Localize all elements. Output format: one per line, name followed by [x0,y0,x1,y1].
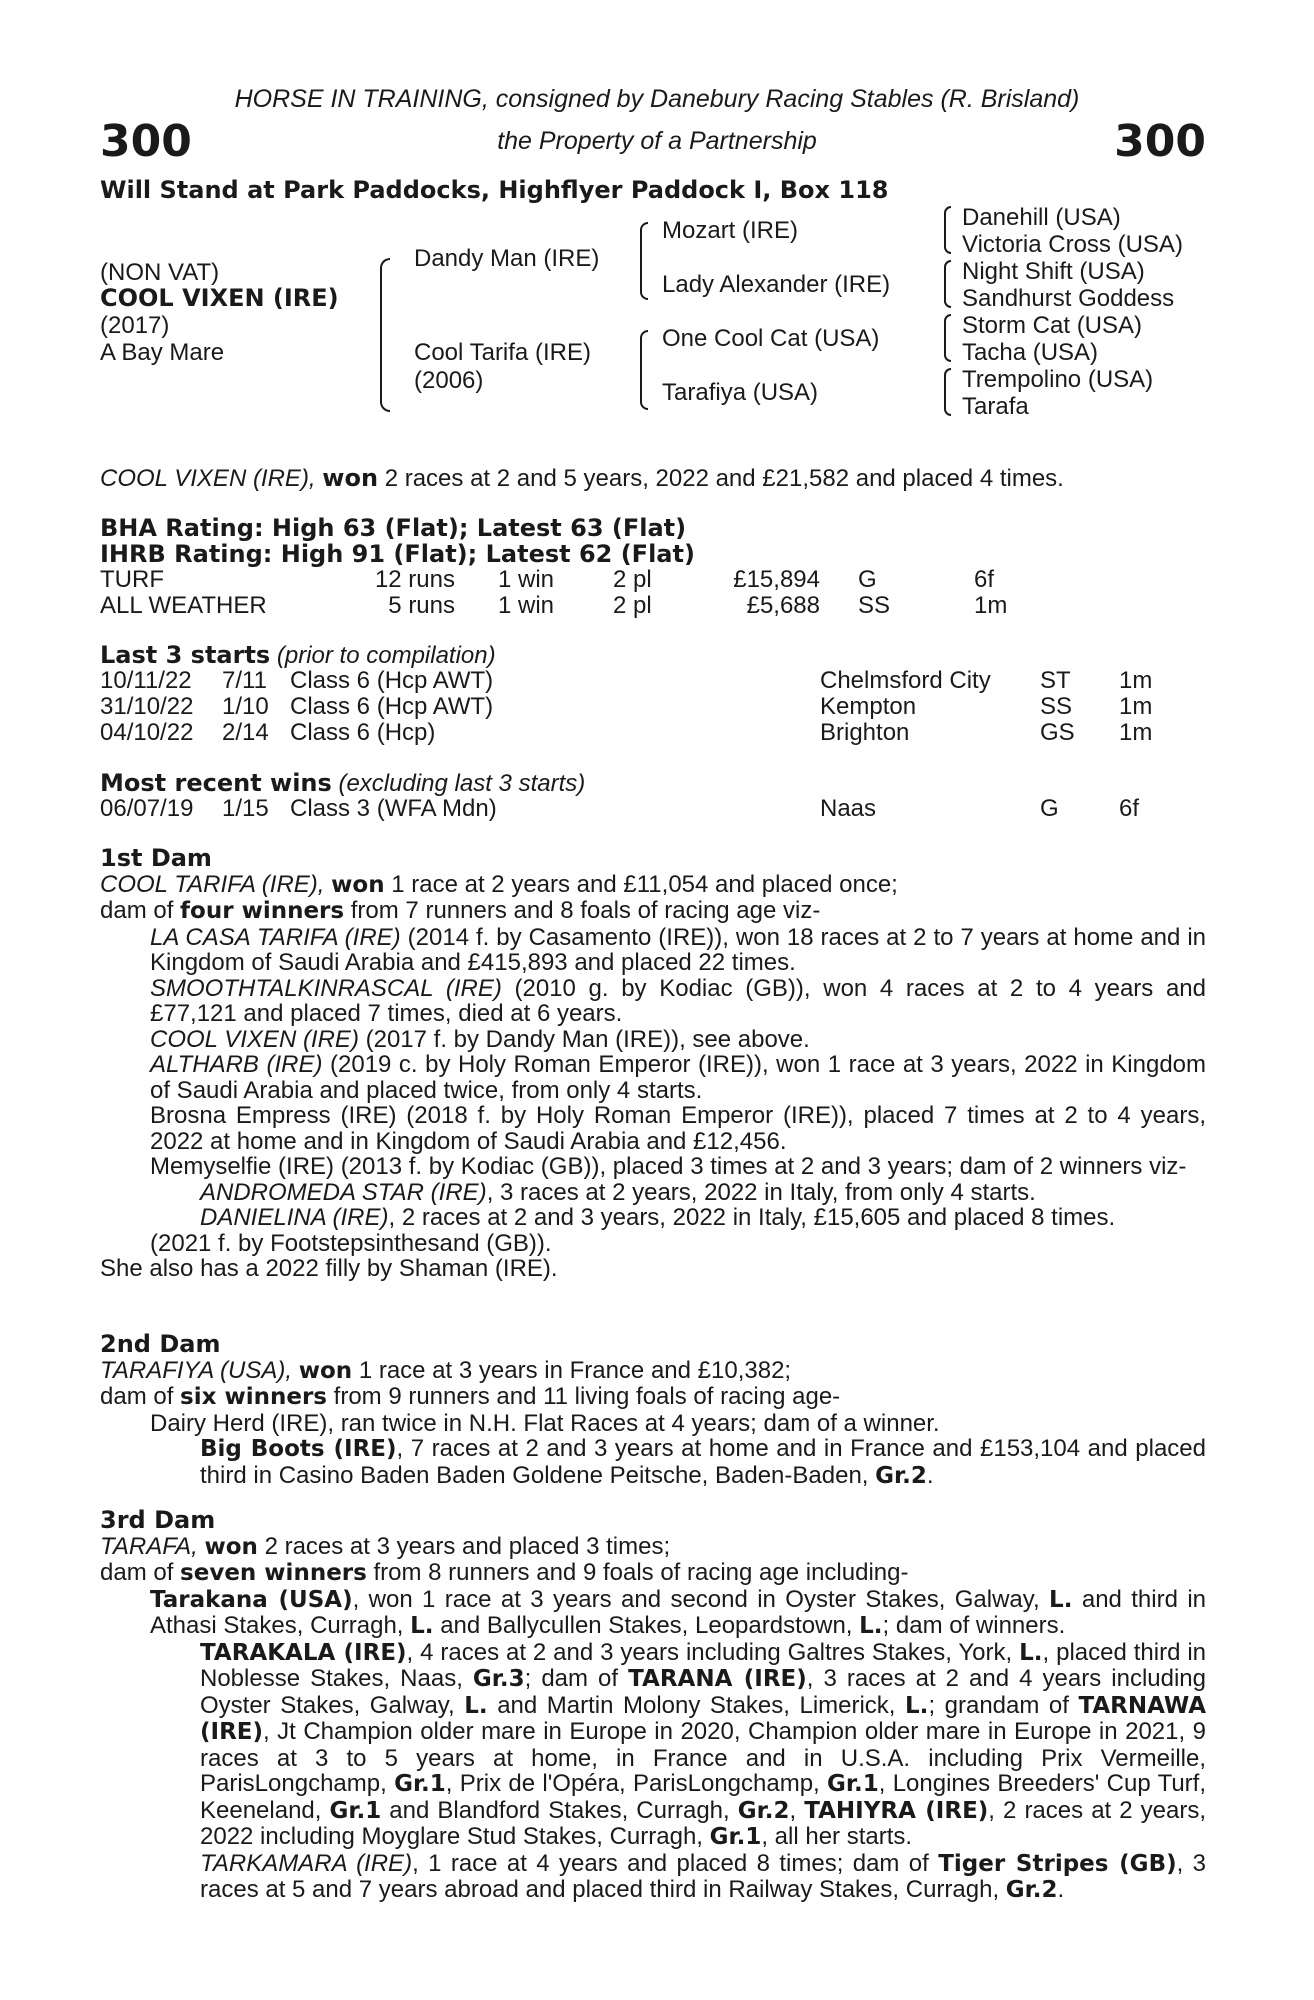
consignor-line: HORSE IN TRAINING, consigned by Danebury Racing Stables (R. Brisland) [234,85,1080,113]
start-position: 7/11 [222,667,267,694]
produce-entry: (2021 f. by Footstepsinthesand (GB)). [150,1229,552,1257]
property-line: the Property of a Partnership [497,127,817,155]
produce-text: , won 1 race at 3 years and second in Oyster Stakes, Galway, [352,1585,1040,1613]
first-dam-heading: 1st Dam [100,844,212,872]
grade-badge: Gr.2 [737,1797,790,1824]
second-dam-produce-intro [100,1384,1206,1411]
produce-entry [100,1640,1206,1851]
turf-placed: 2 pl [613,566,652,593]
produce-text: , placed third in Noblesse Stakes, Naas, [200,1638,1207,1692]
produce-name: TARAKALA (IRE) [200,1639,407,1666]
produce-name: TARNAWA (IRE) [200,1692,1207,1745]
brace-g4 [944,368,951,416]
horse-year: (2017) [100,312,170,339]
produce-text: ; grandam of [928,1691,1069,1719]
first-dam-record-text: 1 race at 2 years and £11,054 and placed once; [391,870,898,898]
win-distance: 6f [1119,795,1140,822]
turf-earnings: £15,894 [733,566,820,593]
aw-wins: 1 win [498,592,555,619]
start-course: Chelmsford City [820,667,991,694]
produce-entry [100,1205,1206,1231]
granddam-2: Tarafiya (USA) [662,379,819,406]
produce-text: , 4 races at 2 and 3 years including Galtres Stakes, York, [406,1638,1013,1666]
produce-text: , 3 races at 2 years, 2022 in Italy, from only 4 starts. [486,1178,1036,1206]
produce-name: DANIELINA (IRE) [200,1204,389,1231]
turf-going: G [858,566,877,593]
second-dam-won: won [298,1357,353,1384]
great-grandparent-1: Danehill (USA) [962,204,1121,231]
produce-name: TAHIYRA (IRE) [804,1797,989,1824]
first-dam-produce-intro [100,898,1206,925]
start-date: 10/11/22 [100,667,192,694]
punct: . [1057,1876,1065,1903]
third-dam-section [100,1508,1206,1904]
aw-earnings: £5,688 [746,592,820,619]
turf-runs: 12 runs [374,566,455,593]
start-distance: 1m [1119,693,1153,720]
produce-name: ANDROMEDA STAR (IRE) [200,1178,487,1206]
dam-of-text: from 9 runners and 11 living foals of racing age- [333,1383,841,1410]
produce-entry [100,1180,1206,1206]
punct: . [926,1461,934,1489]
produce-entry [100,1851,1206,1904]
great-grandparent-8: Tarafa [962,393,1029,420]
produce-text: and third in Athasi Stakes, Curragh, [150,1585,1207,1639]
great-grandparent-3: Night Shift (USA) [962,258,1145,285]
recent-wins-note: (excluding last 3 starts) [338,770,586,797]
dam-of-label: dam of [100,1559,174,1586]
win-class: Class 3 (WFA Mdn) [290,795,497,822]
dam-name: Cool Tarifa (IRE) [414,339,591,366]
produce-name: Big Boots (IRE) [200,1436,397,1462]
surface-aw: ALL WEATHER [100,592,267,619]
aw-distance: 1m [974,592,1008,619]
sire-brace [640,222,648,300]
recent-wins-title: Most recent wins [100,769,332,797]
aw-going: SS [858,592,891,619]
summary-record: 2 races at 2 and 5 years, 2022 and £21,582 and placed 4 times. [384,465,1064,492]
produce-text: (2014 f. by Casamento (IRE)), won 18 races at 2 to 7 years at home and in Kingdom of Saudi Arabia and £415,893 and placed 22 times. [150,923,1207,976]
start-going: SS [1040,693,1073,720]
listed-badge: L. [905,1692,929,1719]
third-dam-produce-intro [100,1560,1206,1587]
dam-year: (2006) [414,367,484,394]
third-dam-name: TARAFA, [100,1532,198,1560]
win-going: G [1040,795,1059,822]
produce-name: TARANA (IRE) [628,1666,807,1692]
stand-location: Will Stand at Park Paddocks, Highflyer Paddock I, Box 118 [100,176,889,204]
grade-badge: Gr.1 [709,1824,762,1850]
last3-heading [100,642,496,669]
produce-text: and Martin Molony Stakes, Limerick, [497,1691,896,1719]
great-grandparent-6: Tacha (USA) [962,339,1099,366]
brace-g1 [944,206,951,254]
dam-of-label: dam of [100,1383,174,1410]
listed-badge: L. [410,1613,434,1639]
great-grandparent-2: Victoria Cross (USA) [962,231,1183,258]
summary-horse-name: COOL VIXEN (IRE), [100,465,316,492]
third-dam-won: won [204,1533,258,1560]
produce-text: , 2 races at 2 years, 2022 including Moyglare Stud Stakes, Curragh, [200,1796,1207,1850]
produce-text: (2010 g. by Kodiac (GB)), won 4 races at 2 to 4 years and £77,121 and placed 7 times, died at 6 years. [150,974,1207,1027]
produce-text: , 2 races at 2 and 3 years, 2022 in Italy, £15,605 and placed 8 times. [388,1204,1116,1231]
start-class: Class 6 (Hcp) [290,719,436,746]
start-distance: 1m [1119,719,1153,746]
produce-text: ; dam of winners. [882,1612,1066,1639]
winners-count: seven winners [180,1560,367,1586]
listed-badge: L. [1049,1586,1073,1613]
grade-badge: Gr.1 [394,1771,446,1797]
start-position: 2/14 [222,719,269,746]
listed-badge: L. [859,1613,883,1639]
start-position: 1/10 [222,693,269,720]
first-dam-won: won [331,871,385,898]
produce-text: (2019 c. by Holy Roman Emperor (IRE)), won 1 race at 3 years, 2022 in Kingdom of Saudi Arabia and placed twice, from only 4 starts. [150,1051,1207,1104]
dam-of-text: from 8 runners and 9 foals of racing age including- [373,1559,909,1586]
dam-brace [640,330,648,410]
grade-badge: Gr.1 [827,1771,879,1797]
second-dam-record-text: 1 race at 3 years in France and £10,382; [358,1356,792,1384]
produce-text: , Longines Breeders' Cup Turf, Keeneland, [200,1770,1207,1824]
second-dam-record [100,1358,1206,1385]
produce-text: ; dam of [524,1665,619,1692]
first-dam-section [100,846,1206,1282]
produce-text: (2017 f. by Dandy Man (IRE)), see above. [365,1025,810,1053]
produce-entry: She also has a 2022 filly by Shaman (IRE). [100,1255,558,1282]
sire-name: Dandy Man (IRE) [414,245,600,272]
produce-text: , 3 races at 5 and 7 years abroad and placed third in Railway Stakes, Curragh, [200,1849,1207,1903]
produce-name: ALTHARB (IRE) [150,1051,323,1078]
great-grandparent-4: Sandhurst Goddess [962,285,1175,312]
listed-badge: L. [464,1692,488,1719]
produce-entry [100,925,1206,976]
winners-count: six winners [180,1384,327,1410]
win-course: Naas [820,795,877,822]
bha-rating: BHA Rating: High 63 (Flat); Latest 63 (Flat) [100,514,687,542]
ihrb-rating: IHRB Rating: High 91 (Flat); Latest 62 (Flat) [100,540,695,568]
dam-of-label: dam of [100,897,174,924]
horse-description: A Bay Mare [100,339,225,366]
lot-number-left: 300 [100,116,192,167]
start-class: Class 6 (Hcp AWT) [290,693,494,720]
second-dam-heading: 2nd Dam [100,1330,221,1358]
produce-entry [100,976,1206,1027]
produce-text: , Prix de l'Opéra, ParisLongchamp, [445,1770,820,1797]
start-course: Kempton [820,693,917,720]
last3-note: (prior to compilation) [276,642,496,669]
second-dam-section [100,1332,1206,1489]
summary-won: won [322,464,379,492]
start-distance: 1m [1119,667,1153,694]
last3-title: Last 3 starts [100,641,271,669]
produce-text: , [789,1796,797,1824]
produce-text: , 3 races at 2 and 4 years including Oyster Stakes, Galway, [200,1665,1206,1719]
produce-name: Tarakana (USA) [150,1586,353,1613]
produce-entry [100,1052,1206,1103]
win-date: 06/07/19 [100,795,194,822]
produce-name: LA CASA TARIFA (IRE) [150,923,401,951]
aw-placed: 2 pl [613,592,652,619]
produce-entry: Brosna Empress (IRE) (2018 f. by Holy Roman Emperor (IRE)), placed 7 times at 2 to 4 years, 2022 at home and in Kingdom of Saudi Arabia and £12,456. [150,1102,1206,1155]
brace-g3 [944,314,951,362]
produce-entry [100,1027,1206,1053]
produce-entry: Dairy Herd (IRE), ran twice in N.H. Flat Races at 4 years; dam of a winner. [150,1409,940,1437]
start-date: 04/10/22 [100,719,194,746]
win-position: 1/15 [222,795,269,822]
produce-name: TARKAMARA (IRE) [200,1849,413,1877]
lot-number-right: 300 [1114,116,1206,167]
start-date: 31/10/22 [100,693,194,720]
third-dam-record-text: 2 races at 3 years and placed 3 times; [264,1532,671,1560]
first-dam-record [100,872,1206,899]
great-grandparent-7: Trempolino (USA) [962,366,1154,393]
winners-count: four winners [180,898,345,924]
pedigree-brace [380,258,390,412]
great-grandparent-5: Storm Cat (USA) [962,312,1143,339]
horse-name: COOL VIXEN (IRE) [100,284,339,312]
grade-badge: Gr.2 [1005,1877,1058,1903]
third-dam-record [100,1534,1206,1561]
recent-wins-heading [100,770,585,797]
dam-of-text: from 7 runners and 8 foals of racing age viz- [350,897,821,924]
produce-text: , Jt Champion older mare in Europe in 2020, Champion older mare in Europe in 2021, 9 races at 3 to 5 years at home, in France and in U.S.A. including Prix Vermeille, ParisLongchamp, [200,1718,1206,1797]
produce-text: , 1 race at 4 years and placed 8 times; dam of [412,1849,929,1877]
turf-distance: 6f [974,566,995,593]
race-summary [100,465,1064,492]
produce-name: SMOOTHTALKINRASCAL (IRE) [150,974,502,1002]
granddam-1: Lady Alexander (IRE) [662,271,891,298]
produce-text: , 7 races at 2 and 3 years at home and in France and £153,104 and placed third in Casino Baden Baden Goldene Peitsche, Baden-Baden, [200,1435,1206,1489]
produce-text: , all her starts. [761,1823,913,1850]
grade-badge: Gr.1 [329,1797,382,1824]
produce-name: COOL VIXEN (IRE) [150,1025,359,1053]
second-dam-name: TARAFIYA (USA), [100,1356,293,1384]
start-going: GS [1040,719,1075,746]
grade-badge: Gr.3 [472,1666,525,1692]
grandsire-1: Mozart (IRE) [662,217,799,244]
produce-text: and Ballycullen Stakes, Leopardstown, [440,1612,853,1639]
grandsire-2: One Cool Cat (USA) [662,325,880,352]
listed-badge: L. [1019,1639,1043,1666]
produce-text: and Blandford Stakes, Curragh, [389,1796,730,1824]
produce-entry: Memyselfie (IRE) (2013 f. by Kodiac (GB)), placed 3 times at 2 and 3 years; dam of 2 winners viz- [150,1153,1187,1180]
surface-turf: TURF [100,566,164,593]
first-dam-name: COOL TARIFA (IRE), [100,870,325,898]
turf-wins: 1 win [498,566,555,593]
third-dam-heading: 3rd Dam [100,1506,216,1534]
aw-runs: 5 runs [388,592,455,619]
brace-g2 [944,260,951,308]
vat-status: (NON VAT) [100,259,220,286]
start-course: Brighton [820,719,910,746]
start-going: ST [1040,667,1071,694]
grade-badge: Gr.2 [875,1462,927,1489]
start-class: Class 6 (Hcp AWT) [290,667,494,694]
produce-name: Tiger Stripes (GB) [938,1850,1177,1877]
produce-entry [100,1587,1206,1640]
produce-entry [100,1436,1206,1489]
